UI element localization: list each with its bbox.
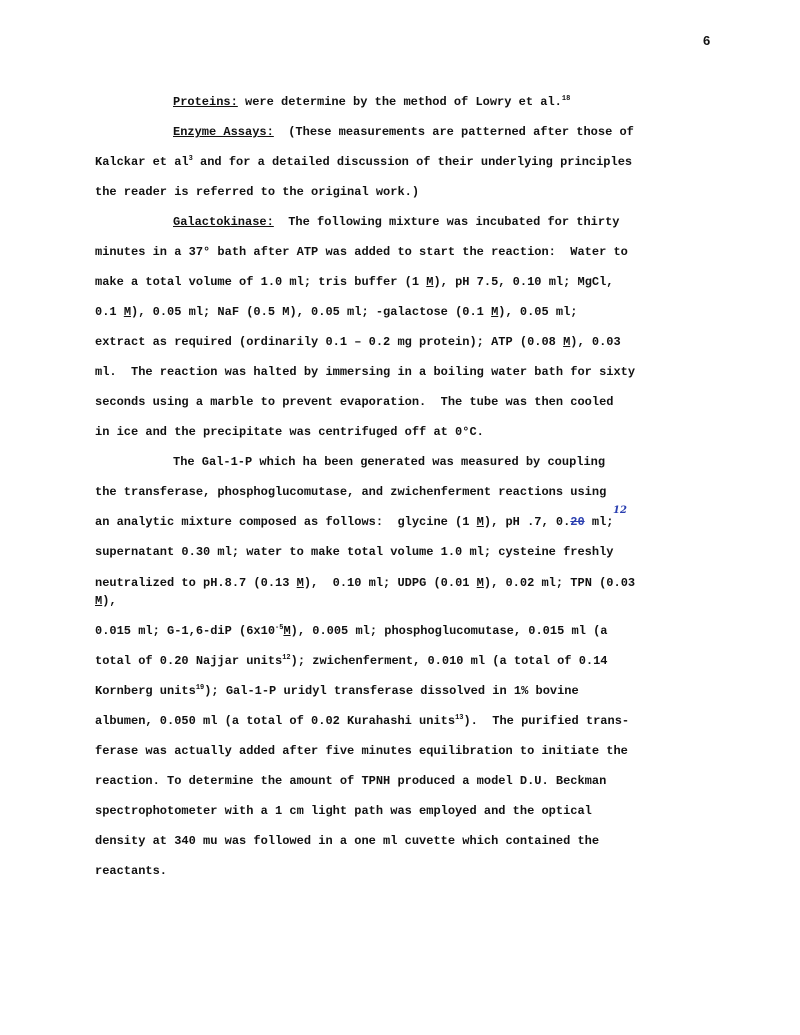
enzyme-assays-line (173, 125, 634, 139)
text-run: ), 0.05 ml; (498, 305, 578, 319)
text-line-7 (95, 275, 614, 289)
struck-value: 20 (570, 515, 585, 529)
text-run: ); zwichenferment, 0.010 ml (a total of 0.14 (290, 654, 608, 668)
text-run: ); Gal-1-P uridyl transferase dissolved in 1% bovine (204, 684, 579, 698)
citation-sup: 13 (455, 714, 464, 722)
text-run: ), pH .7, 0. (483, 515, 571, 529)
text-run: an analytic mixture composed as follows: glycine (1 (95, 515, 477, 529)
molar-unit: M (426, 275, 434, 289)
molar-unit: M (95, 594, 103, 608)
text-line-12: in ice and the precipitate was centrifuged off at 0°C. (95, 425, 484, 439)
text-run: ), 0.02 ml; TPN (0.03 (483, 576, 636, 590)
text-run: ), (102, 594, 117, 608)
text-run: Kalckar et al (95, 155, 189, 169)
text-run: ), 0.005 ml; phosphoglucomutase, 0.015 ml (a (290, 624, 608, 638)
citation-sup: 3 (188, 155, 193, 163)
text-run: were determine by the method of Lowry et al. (237, 95, 562, 109)
text-run: albumen, 0.050 ml (a total of 0.02 Kurahashi units (95, 714, 456, 728)
text-run: total of 0.20 Najjar units (95, 654, 283, 668)
text-line-24: reaction. To determine the amount of TPNH produced a model D.U. Beckman (95, 774, 607, 788)
text-run: neutralized to pH.8.7 (0.13 (95, 576, 297, 590)
text-line-16: supernatant 0.30 ml; water to make total volume 1.0 ml; cysteine freshly (95, 545, 614, 559)
text-line-3 (95, 155, 632, 169)
text-line-8 (95, 305, 578, 319)
enzyme-assays-heading: Enzyme Assays: (173, 125, 274, 139)
text-run: (These measurements are patterned after those of (273, 125, 634, 139)
text-line-17 (95, 576, 635, 590)
molar-unit: M (283, 624, 291, 638)
text-line-14: the transferase, phosphoglucomutase, and zwichenferment reactions using (95, 485, 607, 499)
text-run: ), pH 7.5, 0.10 ml; MgCl, (433, 275, 614, 289)
text-run: and for a detailed discussion of their underlying principles (192, 155, 633, 169)
text-line-13: The Gal-1-P which ha been generated was measured by coupling (173, 455, 606, 469)
text-run: The following mixture was incubated for thirty (273, 215, 620, 229)
galactokinase-heading: Galactokinase: (173, 215, 274, 229)
text-line-10: ml. The reaction was halted by immersing in a boiling water bath for sixty (95, 365, 636, 379)
text-run: make a total volume of 1.0 ml; tris buffer (1 (95, 275, 427, 289)
text-line-9 (95, 335, 621, 349)
text-run: 0.015 ml; G-1,6-diP (6x10 (95, 624, 276, 638)
text-line-15 (95, 515, 614, 529)
exponent-sup: -5 (275, 624, 284, 632)
molar-unit: M (563, 335, 571, 349)
citation-sup: 18 (561, 95, 571, 103)
text-line-23: ferase was actually added after five minutes equilibration to initiate the (95, 744, 628, 758)
text-line-6: minutes in a 37° bath after ATP was added to start the reaction: Water to (95, 245, 628, 259)
page-number: 6 (703, 33, 711, 48)
citation-sup: 19 (195, 684, 205, 692)
handwritten-correction: 12 (613, 505, 627, 516)
text-run: ), 0.03 (570, 335, 621, 349)
text-run: ml; (584, 515, 614, 529)
text-line-19 (95, 624, 608, 638)
text-line-22 (95, 714, 629, 728)
text-line-25: spectrophotometer with a 1 cm light path was employed and the optical (95, 804, 592, 818)
text-line-27: reactants. (95, 864, 168, 878)
text-run: ), 0.10 ml; UDPG (0.01 (303, 576, 477, 590)
proteins-paragraph (173, 95, 570, 109)
text-run: ), 0.05 ml; NaF (0.5 M), 0.05 ml; -galactose (0.1 (131, 305, 492, 319)
text-run: Kornberg units (95, 684, 196, 698)
text-line-4: the reader is referred to the original work.) (95, 185, 420, 199)
text-line-26: density at 340 mu was followed in a one ml cuvette which contained the (95, 834, 600, 848)
proteins-heading: Proteins: (173, 95, 238, 109)
text-run: 0.1 (95, 305, 124, 319)
text-line-18 (95, 594, 117, 608)
molar-unit: M (476, 576, 484, 590)
text-line-21 (95, 684, 579, 698)
molar-unit: M (491, 305, 499, 319)
text-run: ). The purified trans- (463, 714, 630, 728)
text-line-20 (95, 654, 608, 668)
molar-unit: M (296, 576, 304, 590)
citation-sup: 12 (282, 654, 291, 662)
text-line-11: seconds using a marble to prevent evaporation. The tube was then cooled (95, 395, 614, 409)
galactokinase-line (173, 215, 619, 229)
text-run: extract as required (ordinarily 0.1 – 0.2 mg protein); ATP (0.08 (95, 335, 564, 349)
molar-unit: M (476, 515, 484, 529)
molar-unit: M (123, 305, 132, 319)
